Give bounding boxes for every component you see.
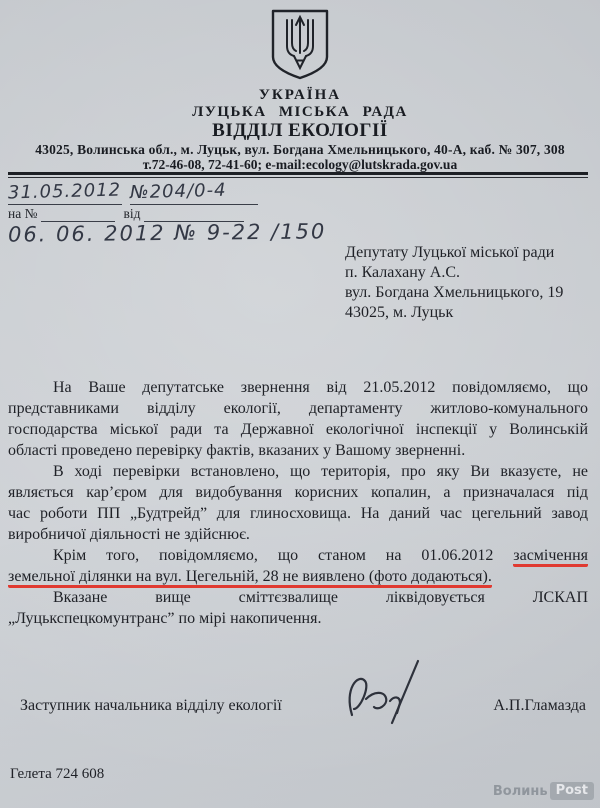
recipient-line: п. Калахану А.С. [345, 264, 461, 281]
executor-reference: Гелета 724 608 [10, 766, 105, 782]
watermark-text-post: Post [550, 782, 594, 800]
handwritten-signature-icon [330, 655, 440, 737]
body-line: В ході перевірки встановлено, що територія, про яку Ви вказуєте, не [53, 463, 588, 480]
letterhead-country: УКРАЇНА [258, 87, 342, 103]
outgoing-number-handwriting: №204/0-4 [129, 179, 227, 204]
watermark-text-volyn: Волинь [492, 783, 548, 799]
recipient-line: 43025, м. Луцьк [345, 304, 454, 321]
recipient-line: Депутату Луцької міської ради [345, 244, 555, 261]
body-line: виробничої діяльності не здійснює. [8, 526, 250, 543]
letterhead-divider-rule [8, 172, 588, 178]
body-line: Вказане вище сміттєзвалище ліквідовується ЛСКАП [53, 589, 588, 606]
body-line: На Ваше депутатське звернення від 21.05.2012 повідомляємо, що [53, 379, 588, 396]
incoming-number-blank [41, 207, 115, 222]
outgoing-date-handwriting: 31.05.2012 [7, 179, 122, 204]
incoming-stamp-handwriting: 06. 06. 2012 № 9-22 /150 [7, 219, 327, 247]
body-text: Крім того, повідомляємо, що станом на 01.06.2012 [53, 547, 494, 564]
letter-body [8, 377, 588, 629]
red-underlined-text: засмічення [513, 547, 588, 567]
volynpost-watermark [493, 782, 594, 800]
body-line-with-red-underline [8, 545, 588, 566]
label-vid: від [123, 206, 141, 221]
letterhead-address: 43025, Волинська обл., м. Луцьк, вул. Богдана Хмельницького, 40-А, каб. № 307, 308 [35, 142, 565, 157]
body-line: області проведено перевірку фактів, вказаних у Вашому зверненні. [8, 442, 466, 459]
outgoing-number-blank [130, 180, 258, 205]
body-line: час роботи ПП „Будтрейд” для глиносховища. На даний час цегельний завод [8, 505, 588, 522]
body-line: господарства міської ради та Державної екологічної інспекції у Волинській [8, 421, 588, 438]
red-underlined-text: земельної ділянки на вул. Цегельній, 28 не виявлено (фото додаються). [8, 568, 492, 588]
body-line: „Луцькспецкомунтранс” по мірі накопичення. [8, 610, 322, 627]
outgoing-reference-row [8, 180, 258, 205]
recipient-line: вул. Богдана Хмельницького, 19 [345, 284, 564, 301]
outgoing-date-blank [8, 180, 122, 205]
body-line: представниками відділу екології, департаменту житлово-комунального [8, 400, 588, 417]
letterhead-department: ВІДДІЛ ЕКОЛОГІЇ [212, 120, 388, 141]
letterhead-council: ЛУЦЬКА МІСЬКА РАДА [192, 104, 408, 120]
signer-name: А.П.Гламазда [493, 697, 586, 714]
ukraine-trident-emblem-icon [263, 8, 337, 82]
signer-position-title: Заступник начальника відділу екології [20, 697, 282, 714]
recipient-block [345, 243, 563, 323]
body-line-with-red-underline [8, 566, 588, 587]
letterhead-contacts: т.72-46-08, 72-41-60; e-mail:ecology@lutskrada.gov.ua [142, 157, 458, 172]
body-line: являється кар’єром для видобування корисних копалин, а призначалася під [8, 484, 588, 501]
label-na-no: на № [8, 206, 38, 221]
